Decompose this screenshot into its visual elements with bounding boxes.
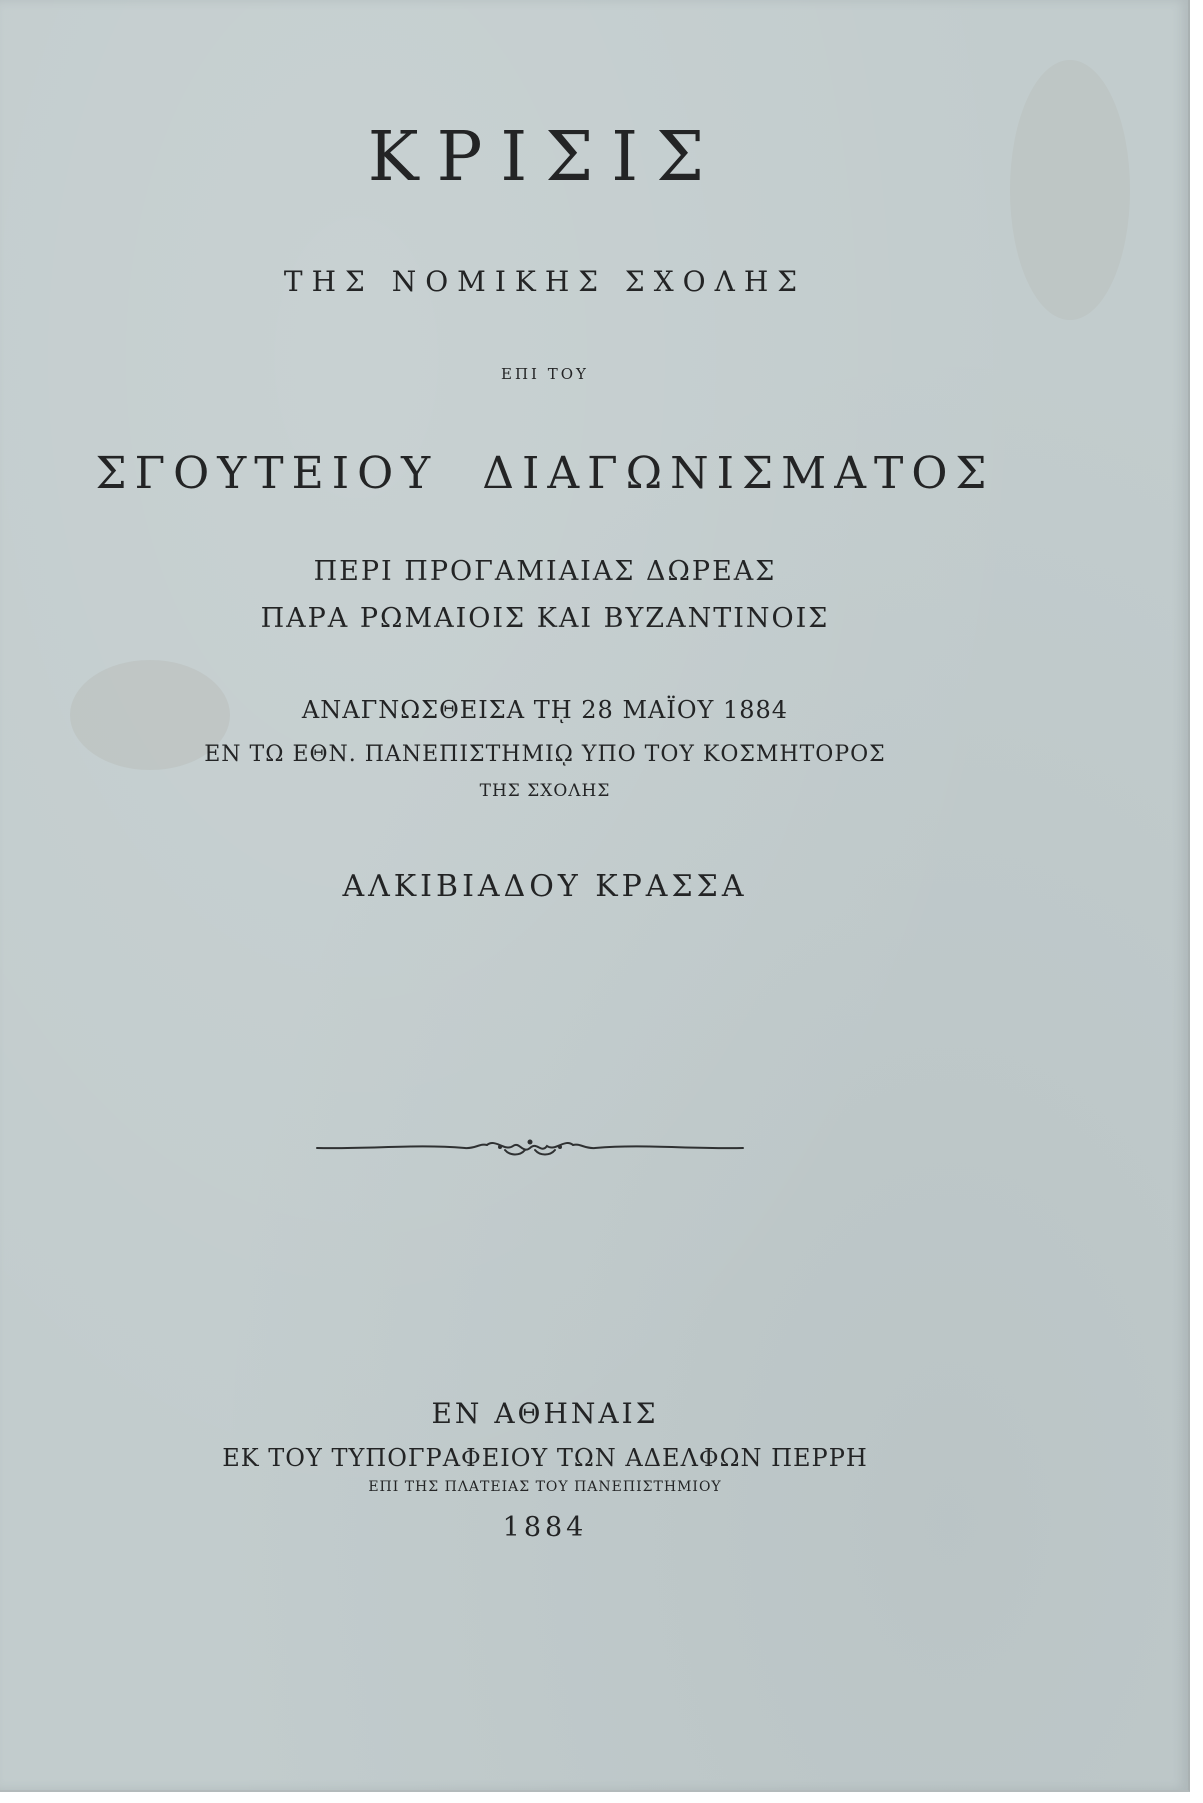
flourish-ornament-icon xyxy=(315,1132,745,1164)
imprint-year: 1884 xyxy=(502,1512,588,1543)
imprint-press: ΕΚ ΤΟΥ ΤΥΠΟΓΡΑΦΕΙΟΥ ΤΩΝ ΑΔΕΛΦΩΝ ΠΕΡΡΗ xyxy=(222,1444,868,1472)
competition-name: ΣΓΟΥΤΕΙΟΥ ΔΙΑΓΩΝΙΣΜΑΤΟΣ xyxy=(95,448,995,499)
reading-date: ΑΝΑΓΝΩΣΘΕΙΣΑ Τῌ 28 ΜΑΪΟΥ 1884 xyxy=(301,696,789,724)
topic-line-1: ΠΕΡΙ ΠΡΟΓΑΜΙΑΙΑΣ ΔΩΡΕΑΣ xyxy=(313,556,777,587)
topic-line-2: ΠΑΡΑ ΡΩΜΑΙΟΙΣ ΚΑΙ ΒΥΖΑΝΤΙΝΟΙΣ xyxy=(260,603,830,634)
title: ΚΡΙΣΙΣ xyxy=(367,118,723,197)
imprint-address: ΕΠΙ ΤΗΣ ΠΛΑΤΕΙΑΣ ΤΟΥ ΠΑΝΕΠΙΣΤΗΜΙΟΥ xyxy=(368,1479,722,1495)
reading-place: ΕΝ ΤΩ ΕΘΝ. ΠΑΝΕΠΙΣΤΗΜΙῼ ΥΠΟ ΤΟΥ ΚΟΣΜΗΤΟΡΟΣ xyxy=(204,742,886,767)
reading-school: ΤΗΣ ΣΧΟΛΗΣ xyxy=(479,781,611,801)
author-name: ΑΛΚΙΒΙΑΔΟΥ ΚΡΑΣΣΑ xyxy=(342,869,748,904)
imprint-city: ΕΝ ΑΘΗΝΑΙΣ xyxy=(431,1397,659,1430)
subtitle: ΤΗΣ ΝΟΜΙΚΗΣ ΣΧΟΛΗΣ xyxy=(283,265,807,298)
epi-tou: ΕΠΙ ΤΟΥ xyxy=(501,365,589,383)
